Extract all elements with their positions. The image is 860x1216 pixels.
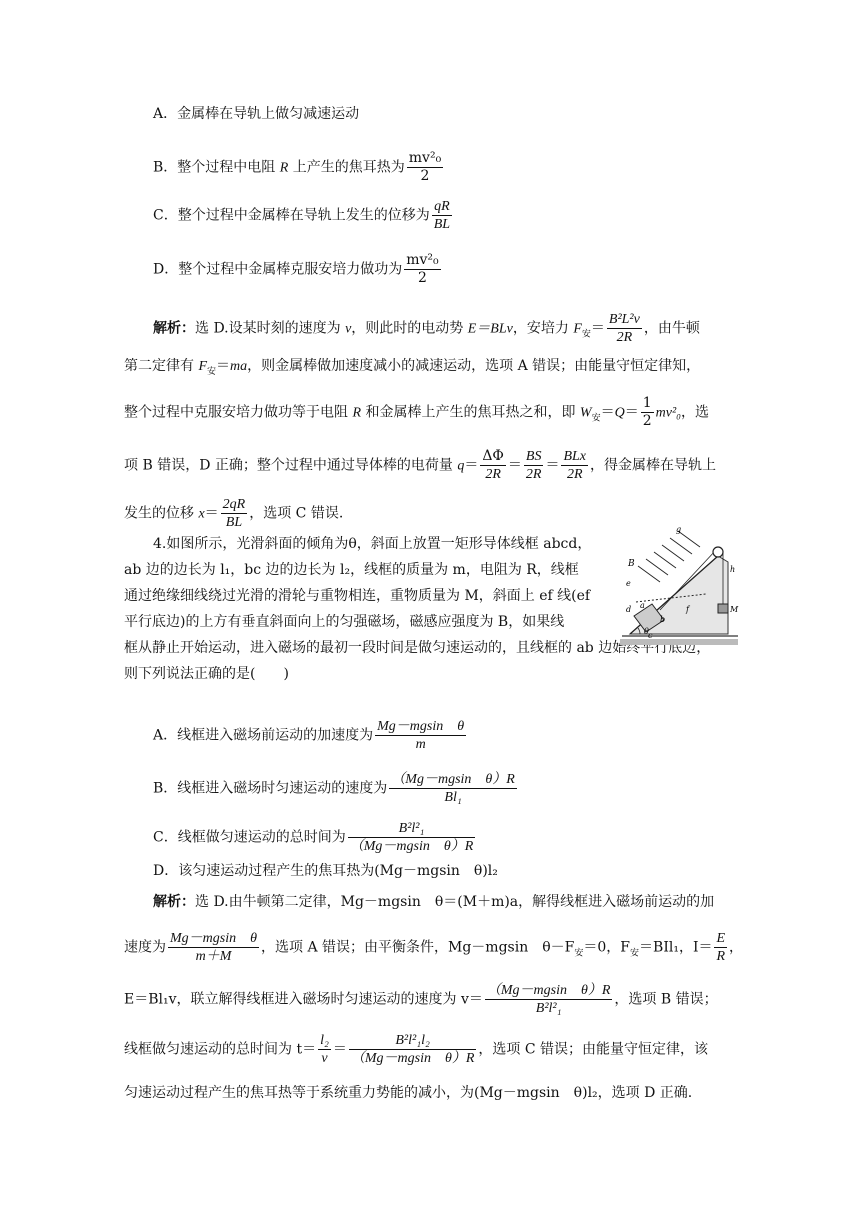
q3-option-d: D．整个过程中金属棒克服安培力做功为 $\frac{\text{mv²₀}}{2}$: [153, 252, 439, 286]
q4-stem-line-6: 则下列说法正确的是( ): [124, 666, 289, 682]
label-e: e: [626, 579, 631, 588]
label-d: d: [626, 605, 632, 614]
fraction: $\frac{\text{mv²₀}}{2}$: [408, 150, 442, 184]
fraction: $\frac{2qR}{BL}$: [222, 497, 246, 530]
fraction: $\frac{\text{Mg－mgsin θ}}{m+M}$: [170, 931, 257, 964]
fraction: $\frac{\text{（Mg－mgsin θ）R}}{\text{Bl₁}}$: [391, 772, 515, 805]
label-B: B: [628, 559, 635, 569]
incline-diagram: [610, 524, 740, 648]
label-c: c: [648, 631, 653, 640]
fraction: $\frac{\text{Mg－mgsin θ}}{m}$: [377, 719, 465, 752]
sol3-line-5: 发生的位移 x＝ $\frac{2qR}{BL}$ ，选项 C 错误.: [124, 497, 344, 530]
q4-stem-line-5: 框从静止开始运动，进入磁场的最初一段时间是做匀速运动的，且线框的 ab 边始终平行底边，: [124, 640, 711, 656]
q4-option-c: C．线框做匀速运动的总时间为 $\frac{\text{B²l²₁}}{\text{（Mg－mgsin θ）R}}$: [153, 821, 474, 854]
fraction: $\frac{\text{mv²₀}}{2}$: [406, 252, 439, 286]
label-b: b: [660, 615, 666, 624]
sol4-line-5: 匀速运动过程产生的焦耳热等于系统重力势能的减小，为(Mg－mgsin θ)l₂，选项 D 正确.: [124, 1085, 693, 1101]
q3-option-c: C．整个过程中金属棒在导轨上发生的位移为 $\frac{qR}{BL}$: [153, 199, 451, 232]
label-h: h: [730, 565, 736, 574]
sol3-line-3: 整个过程中克服安培力做功等于电阻 R 和金属棒上产生的焦耳热之和，即 $W_安=Q=$ $\frac{1}{2}$ mv²₀，选: [124, 395, 710, 429]
fraction: $\frac{\text{B²l²₁l₂}}{\text{（Mg－mgsin θ）R}}$: [350, 1033, 475, 1066]
label-a: a: [640, 601, 645, 610]
q4-option-b: B．线框进入磁场时匀速运动的速度为 $\frac{\text{（Mg－mgsin θ）R}}{\text{Bl₁}}$: [153, 772, 515, 805]
fraction: $\frac{\text{B²L²v}}{2R}$: [608, 312, 640, 345]
fraction: $\frac{1}{2}$: [642, 395, 652, 429]
q4-stem-line-1: 4.如图所示，光滑斜面的倾角为θ，斜面上放置一矩形导体线框 abcd，: [153, 536, 592, 552]
fraction: $\frac{\text{BLx}}{2R}$: [563, 449, 587, 482]
sol3-line-2: 第二定律有 $F_安=ma$，则金属棒做加速度减小的减速运动，选项 A 错误；由能量守恒定律知，: [124, 358, 701, 377]
q4-option-d: D．该匀速运动过程产生的焦耳热为(Mg－mgsin θ)l₂: [153, 863, 498, 879]
label-M: M: [730, 605, 739, 614]
sol3-line-1: 解析：选 D.设某时刻的速度为 v，则此时的电动势 E＝BLv，安培力 $F_安=$ $\frac{\text{B²L²v}}{2R}$ ，由牛顿: [153, 312, 700, 345]
sol4-line-4: 线框做匀速运动的总时间为 t＝ $\frac{\text{l₂}}{v}$ ＝ $\frac{\text{B²l²₁l₂}}{\text{（Mg－mgsin θ）R}}$ ，选项 C 错误；由能量守恒定律，该: [124, 1033, 709, 1066]
q4-stem-line-2: ab 边的边长为 l₁，bc 边的边长为 l₂，线框的质量为 m，电阻为 R，线框: [124, 562, 579, 578]
fraction: $\frac{\text{l₂}}{v}$: [320, 1033, 329, 1066]
sol4-line-3: E＝Bl₁v，联立解得线框进入磁场时匀速运动的速度为 v＝ $\frac{\text{（Mg－mgsin θ）R}}{\text{B²l²₁}}$ ，选项 B 错误；: [124, 983, 718, 1016]
fraction: $\frac{qR}{BL}$: [433, 199, 451, 232]
fraction: $\frac{E}{R}$: [716, 931, 726, 964]
sol4-line-1: 解析：选 D.由牛顿第二定律，Mg－mgsin θ＝(M＋m)a，解得线框进入磁场前运动的加: [153, 894, 715, 910]
fraction: $\frac{\text{B²l²₁}}{\text{（Mg－mgsin θ）R}}$: [349, 821, 474, 854]
label-g: g: [676, 525, 682, 534]
q4-stem-line-3: 通过绝缘细线绕过光滑的滑轮与重物相连，重物质量为 M，斜面上 ef 线(ef: [124, 588, 591, 604]
q3-option-b: B．整个过程中电阻 R 上产生的焦耳热为 $\frac{\text{mv²₀}}{2}$: [153, 150, 442, 184]
label-f: f: [686, 605, 689, 614]
label-theta: θ: [644, 627, 649, 636]
fraction: $\frac{\text{（Mg－mgsin θ）R}}{\text{B²l²₁}}$: [486, 983, 611, 1016]
sol3-line-4: 项 B 错误，D 正确；整个过程中通过导体棒的电荷量 q＝ $\frac{\Delta\Phi}{2R}$ ＝ $\frac{BS}{2R}$ ＝ $\frac{\text{BLx}}{2R}$ ，得金属棒在导轨上: [124, 448, 717, 482]
q4-stem-line-4: 平行底边)的上方有垂直斜面向上的匀强磁场，磁感应强度为 B，如果线: [124, 614, 565, 630]
sol4-line-2: 速度为 $\frac{\text{Mg－mgsin θ}}{m+M}$ ，选项 A 错误；由平衡条件，Mg－mgsin $\theta-F_安=0$，$F_安=BIl_1$，I＝ $\frac{E}{R}$ ，: [124, 931, 744, 964]
q3-option-a: A．金属棒在导轨上做匀减速运动: [153, 106, 360, 122]
fraction: $\frac{\Delta\Phi}{2R}$: [482, 448, 504, 482]
fraction: $\frac{BS}{2R}$: [525, 449, 542, 482]
q4-option-a: A．线框进入磁场前运动的加速度为 $\frac{\text{Mg－mgsin θ}}{m}$: [153, 719, 465, 752]
